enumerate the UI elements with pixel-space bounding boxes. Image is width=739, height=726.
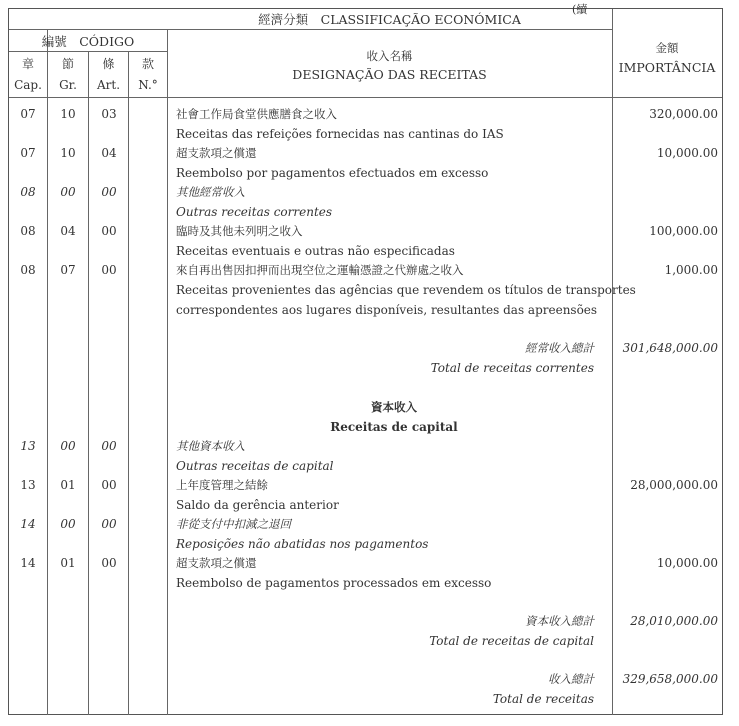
- designation-cjk: 其他經常收入: [176, 185, 245, 199]
- table-row-sub: [9, 164, 722, 183]
- cap-cell: 08: [20, 224, 36, 238]
- col-no-cjk: 款: [141, 57, 154, 71]
- designation-header-cjk: 收入名稱: [366, 49, 413, 63]
- designation-pt: Receitas das refeições fornecidas nas cantinas do IAS: [176, 127, 504, 141]
- amount-header-cjk: 金額: [655, 41, 679, 55]
- designation-pt: Outras receitas correntes: [176, 205, 333, 219]
- table-row-sub: [9, 574, 722, 593]
- table-row: [9, 222, 722, 241]
- amount-cell: 10,000.00: [656, 556, 718, 570]
- table-row-sub: [9, 125, 722, 144]
- amount-cell: 1,000.00: [664, 263, 718, 277]
- table-row-sub: [9, 496, 722, 515]
- capital-heading-cjk: 資本收入: [371, 400, 417, 414]
- col-gr-cjk: 節: [61, 57, 74, 71]
- total-capital-row-sub: [9, 632, 722, 651]
- table-row: [9, 476, 722, 495]
- table-row: [9, 144, 722, 163]
- designation-cjk: 非從支付中扣減之退回: [176, 517, 291, 531]
- designation-cjk: 其他資本收入: [176, 439, 245, 453]
- cap-cell: 13: [20, 478, 36, 492]
- designation-header-pt: DESIGNAÇÃO DAS RECEITAS: [292, 67, 487, 82]
- designation-pt: correspondentes aos lugares disponíveis, resultantes das apreensões: [176, 303, 598, 317]
- amount-cell: 10,000.00: [656, 146, 718, 160]
- table-row-sub: [9, 203, 722, 222]
- designation-pt: Receitas provenientes das agências que revendem os títulos de transportes: [176, 283, 636, 297]
- amount-header-pt: IMPORTÂNCIA: [618, 60, 716, 75]
- art-cell: 03: [101, 107, 117, 121]
- art-cell: 00: [101, 478, 117, 492]
- designation-cjk: 來自再出售因扣押而出現空位之運輸憑證之代辦處之收入: [176, 263, 464, 277]
- col-no-pt: N.°: [138, 78, 158, 92]
- art-cell: 00: [101, 185, 117, 199]
- col-gr-pt: Gr.: [59, 78, 77, 92]
- total-capital-amount: 28,010,000.00: [630, 614, 718, 628]
- total-all-cjk: 收入總計: [548, 672, 594, 686]
- gr-cell: 00: [60, 439, 76, 453]
- table-row: [9, 261, 722, 280]
- code-header: 編號 CÓDIGO: [41, 34, 135, 49]
- revenue-table: [8, 3, 723, 715]
- table-row-sub: [9, 242, 722, 261]
- total-current-amount: 301,648,000.00: [622, 341, 718, 355]
- art-cell: 00: [101, 224, 117, 238]
- designation-cjk: 社會工作局食堂供應膳食之收入: [176, 107, 337, 121]
- cap-cell: 14: [20, 556, 36, 570]
- table-row: [9, 554, 722, 573]
- gr-cell: 07: [60, 263, 76, 277]
- gr-cell: 10: [60, 107, 76, 121]
- col-cap-cjk: 章: [21, 57, 34, 71]
- designation-cjk: 上年度管理之結餘: [176, 478, 268, 492]
- designation-pt: Reembolso de pagamentos processados em excesso: [176, 576, 492, 590]
- capital-heading-row: [9, 398, 722, 417]
- classification-header: 經濟分類 CLASSIFICAÇÃO ECONÓMICA: [258, 12, 521, 27]
- table-row: [9, 437, 722, 456]
- table-row-sub: [9, 457, 722, 476]
- art-cell: 00: [101, 439, 117, 453]
- col-cap-pt: Cap.: [14, 78, 42, 92]
- designation-pt: Reembolso por pagamentos efectuados em excesso: [176, 166, 489, 180]
- art-cell: 00: [101, 556, 117, 570]
- table-row: [9, 105, 722, 124]
- cap-cell: 13: [20, 439, 36, 453]
- table-row-sub: [9, 281, 722, 300]
- designation-pt: Saldo da gerência anterior: [176, 498, 339, 512]
- designation-cjk: 超支款項之償還: [176, 556, 257, 570]
- designation-pt: Reposições não abatidas nos pagamentos: [176, 537, 429, 551]
- total-capital-row: [9, 612, 722, 631]
- art-cell: 00: [101, 263, 117, 277]
- gr-cell: 01: [60, 556, 76, 570]
- table-row-sub: [9, 301, 722, 320]
- total-all-row-sub: [9, 690, 722, 709]
- col-art-pt: Art.: [96, 78, 121, 92]
- total-current-row-sub: [9, 359, 722, 378]
- table-row: [9, 515, 722, 534]
- cap-cell: 08: [20, 263, 36, 277]
- total-all-amount: 329,658,000.00: [622, 672, 718, 686]
- total-capital-cjk: 資本收入總計: [525, 614, 594, 628]
- cap-cell: 07: [20, 146, 36, 160]
- table-row-sub: [9, 535, 722, 554]
- total-all-row: [9, 670, 722, 689]
- gr-cell: 01: [60, 478, 76, 492]
- table-row: [9, 183, 722, 202]
- header-rule-1: [9, 29, 612, 30]
- cap-cell: 07: [20, 107, 36, 121]
- capital-heading-pt: Receitas de capital: [330, 420, 458, 434]
- amount-cell: 320,000.00: [649, 107, 718, 121]
- gr-cell: 00: [60, 517, 76, 531]
- total-current-row: [9, 339, 722, 358]
- designation-pt: Receitas eventuais e outras não especificadas: [176, 244, 455, 258]
- header-rule-3: [9, 97, 722, 98]
- gr-cell: 10: [60, 146, 76, 160]
- cap-cell: 08: [20, 185, 36, 199]
- designation-cjk: 臨時及其他未列明之收入: [176, 224, 303, 238]
- total-capital-pt: Total de receitas de capital: [429, 634, 594, 648]
- total-current-cjk: 經常收入總計: [525, 341, 594, 355]
- gr-cell: 04: [60, 224, 76, 238]
- col-art-cjk: 條: [102, 57, 115, 71]
- cap-cell: 14: [20, 517, 36, 531]
- top-fragment: (續: [572, 3, 588, 16]
- designation-pt: Outras receitas de capital: [176, 459, 334, 473]
- total-current-pt: Total de receitas correntes: [430, 361, 594, 375]
- header-rule-2: [9, 51, 167, 52]
- designation-cjk: 超支款項之償還: [176, 146, 257, 160]
- art-cell: 04: [101, 146, 117, 160]
- amount-cell: 28,000,000.00: [630, 478, 718, 492]
- capital-heading-row-sub: [9, 418, 722, 437]
- art-cell: 00: [101, 517, 117, 531]
- amount-cell: 100,000.00: [649, 224, 718, 238]
- total-all-pt: Total de receitas: [492, 692, 594, 706]
- gr-cell: 00: [60, 185, 76, 199]
